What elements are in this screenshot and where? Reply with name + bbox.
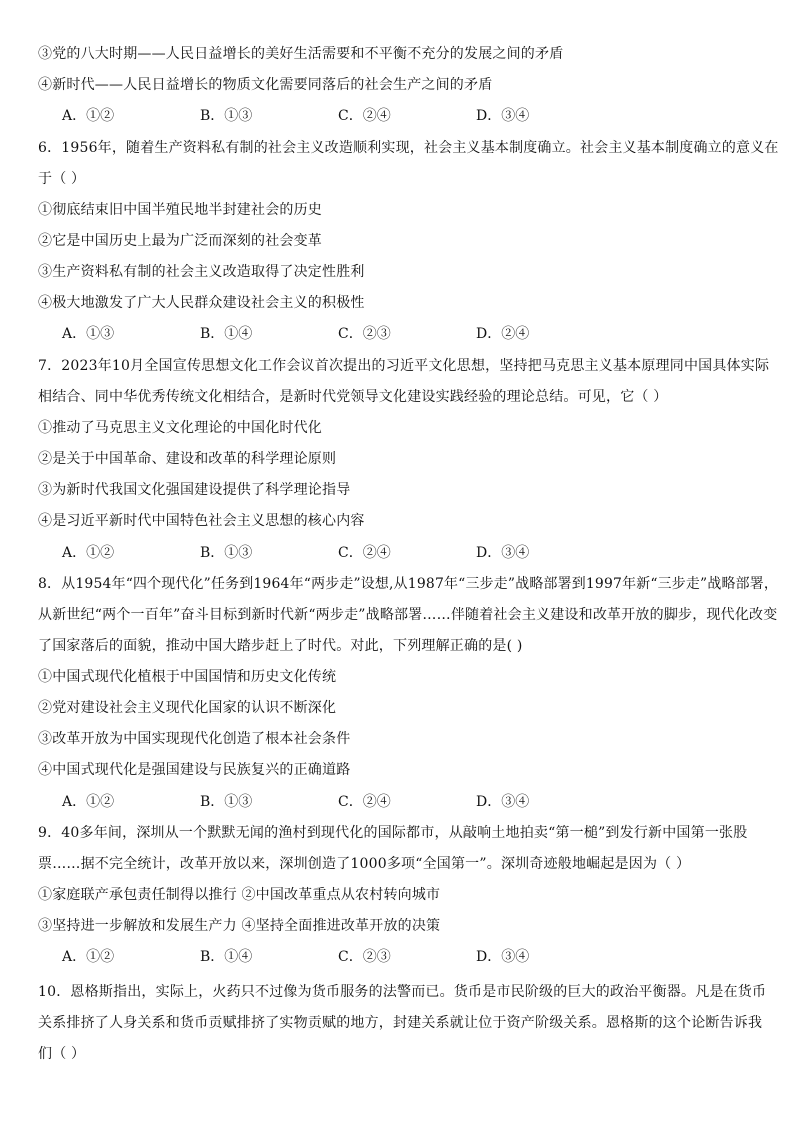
choice-a: A．①② xyxy=(62,545,115,561)
option-item: ②党对建设社会主义现代化国家的认识不断深化 xyxy=(38,700,337,716)
option-item: ①中国式现代化植根于中国国情和历史文化传统 xyxy=(38,669,337,685)
answer-choices xyxy=(62,793,614,811)
choice-d: D．③④ xyxy=(476,794,530,810)
choice-b: B．①④ xyxy=(200,949,253,965)
choice-c: C．②④ xyxy=(338,545,391,561)
choice-c: C．②③ xyxy=(338,949,391,965)
choice-d: D．③④ xyxy=(476,108,530,124)
question-6-stem: 6．1956年，随着生产资料私有制的社会主义改造顺利实现，社会主义基本制度确立。社会主义基本制度确立的意义在 xyxy=(38,140,779,156)
option-item: ①彻底结束旧中国半殖民地半封建社会的历史 xyxy=(38,202,322,218)
choice-b: B．①④ xyxy=(200,326,253,342)
choice-d: D．③④ xyxy=(476,545,530,561)
option-item: ③党的八大时期——人民日益增长的美好生活需要和不平衡不充分的发展之间的矛盾 xyxy=(38,46,564,62)
question-7-stem: 7．2023年10月全国宣传思想文化工作会议首次提出的习近平文化思想，坚持把马克思主义基本原理同中国具体实际 xyxy=(38,358,770,374)
question-8-stem: 从新世纪“两个一百年”奋斗目标到新时代新“两步走”战略部署……伴随着社会主义建设和改革开放的脚步，现代化改变 xyxy=(38,607,778,623)
choice-b: B．①③ xyxy=(200,545,253,561)
question-9-stem: 9．40多年间，深圳从一个默默无闻的渔村到现代化的国际都市，从敲响土地拍卖“第一槌”到发行新中国第一张股 xyxy=(38,825,748,841)
question-7-stem: 相结合、同中华优秀传统文化相结合，是新时代党领导文化建设实践经验的理论总结。可见，它（ ） xyxy=(38,389,668,405)
choice-a: A．①③ xyxy=(62,326,115,342)
answer-choices xyxy=(62,325,614,343)
option-item: ③坚持进一步解放和发展生产力 ④坚持全面推进改革开放的决策 xyxy=(38,918,441,934)
answer-choices xyxy=(62,107,614,125)
question-8-stem: 了国家落后的面貌，推动中国大踏步赶上了时代。对此，下列理解正确的是( ) xyxy=(38,638,523,654)
question-8-stem: 8．从1954年“四个现代化”任务到1964年“两步走”设想,从1987年“三步走”战略部署到1997年新“三步走”战略部署， xyxy=(38,576,779,592)
question-6-stem: 于（ ） xyxy=(38,171,86,187)
choice-c: C．②④ xyxy=(338,108,391,124)
answer-choices xyxy=(62,948,614,966)
choice-a: A．①② xyxy=(62,949,115,965)
option-item: ③改革开放为中国实现现代化创造了根本社会条件 xyxy=(38,731,351,747)
option-item: ④新时代——人民日益增长的物质文化需要同落后的社会生产之间的矛盾 xyxy=(38,77,493,93)
option-item: ③生产资料私有制的社会主义改造取得了决定性胜利 xyxy=(38,264,365,280)
choice-a: A．①② xyxy=(62,794,115,810)
option-item: ④是习近平新时代中国特色社会主义思想的核心内容 xyxy=(38,513,365,529)
choice-d: D．③④ xyxy=(476,949,530,965)
option-item: ②它是中国历史上最为广泛而深刻的社会变革 xyxy=(38,233,322,249)
choice-d: D．②④ xyxy=(476,326,530,342)
answer-choices xyxy=(62,544,614,562)
option-item: ④中国式现代化是强国建设与民族复兴的正确道路 xyxy=(38,762,351,778)
option-item: ①家庭联产承包责任制得以推行 ②中国改革重点从农村转向城市 xyxy=(38,887,441,903)
choice-b: B．①③ xyxy=(200,108,253,124)
option-item: ②是关于中国革命、建设和改革的科学理论原则 xyxy=(38,451,337,467)
question-10-stem: 10．恩格斯指出，实际上，火药只不过像为货币服务的法警而已。货币是市民阶级的巨大的政治平衡器。凡是在货币 xyxy=(38,984,767,1000)
option-item: ①推动了马克思主义文化理论的中国化时代化 xyxy=(38,420,322,436)
choice-c: C．②④ xyxy=(338,794,391,810)
option-item: ③为新时代我国文化强国建设提供了科学理论指导 xyxy=(38,482,351,498)
question-10-stem: 关系排挤了人身关系和货币贡赋排挤了实物贡赋的地方，封建关系就让位于资产阶级关系。恩格斯的这个论断告诉我 xyxy=(38,1015,763,1031)
choice-b: B．①③ xyxy=(200,794,253,810)
choice-c: C．②③ xyxy=(338,326,391,342)
option-item: ④极大地激发了广大人民群众建设社会主义的积极性 xyxy=(38,295,365,311)
question-10-stem: 们（ ） xyxy=(38,1046,86,1062)
question-9-stem: 票……据不完全统计，改革开放以来，深圳创造了1000多项“全国第一”。深圳奇迹般地崛起是因为（ ） xyxy=(38,856,691,872)
choice-a: A．①② xyxy=(62,108,115,124)
